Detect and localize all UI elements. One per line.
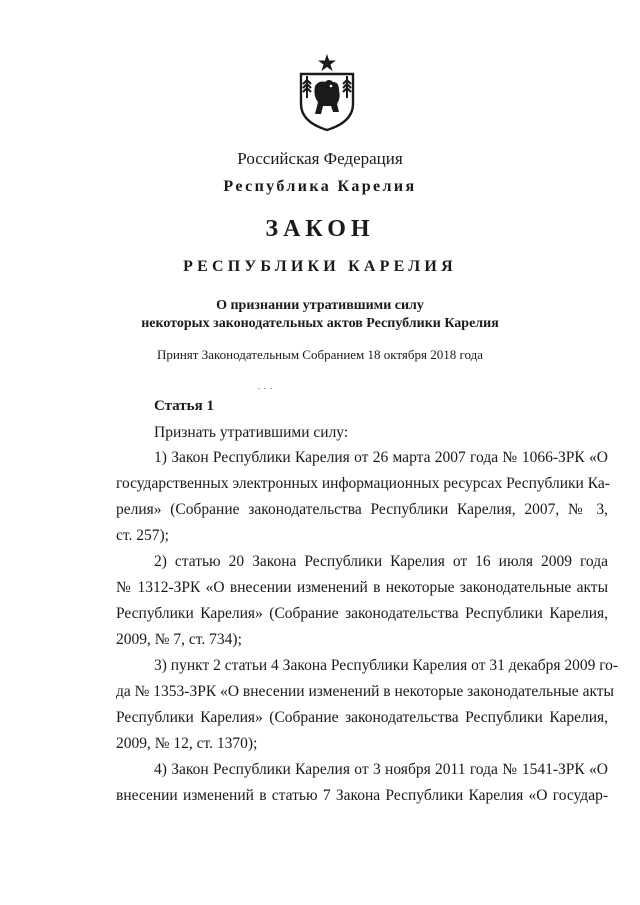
law-title-line-2: некоторых законодательных актов Республики Карелия <box>141 316 499 331</box>
law-subheading: РЕСПУБЛИКИ КАРЕЛИЯ <box>183 258 457 275</box>
federation-heading: Российская Федерация <box>237 149 403 168</box>
republic-heading: Республика Карелия <box>223 178 417 195</box>
item-2-line-1: 2) статью 20 Закона Республики Карелия от 16 июля 2009 года <box>154 553 608 570</box>
scan-speckles <box>258 376 282 378</box>
item-1-line-2: государственных электронных информационных ресурсах Республики Ка- <box>116 475 610 492</box>
law-title-line-1: О признании утратившими силу <box>216 298 424 313</box>
item-3-line-1: 3) пункт 2 статьи 4 Закона Республики Карелия от 31 декабря 2009 го- <box>154 657 619 674</box>
law-heading: ЗАКОН <box>265 216 375 242</box>
item-4-line-1: 4) Закон Республики Карелия от 3 ноября 2011 года № 1541-ЗРК «О <box>154 761 608 778</box>
item-3-line-4: 2009, № 12, ст. 1370); <box>116 735 258 752</box>
item-2-line-4: 2009, № 7, ст. 734); <box>116 631 242 648</box>
adoption-note: Принят Законодательным Собранием 18 октября 2018 года <box>156 347 484 362</box>
item-1-line-4: ст. 257); <box>116 527 169 544</box>
item-2-line-3: Республики Карелия» (Собрание законодательства Республики Карелия, <box>116 605 608 622</box>
item-3-line-2: да № 1353-ЗРК «О внесении изменений в некоторые законодательные акты <box>116 683 614 700</box>
item-4-line-2: внесении изменений в статью 7 Закона Республики Карелия «О государ- <box>116 787 608 804</box>
item-1-line-3: релия» (Собрание законодательства Республики Карелия, 2007, № 3, <box>116 501 608 518</box>
item-2-line-2: № 1312-ЗРК «О внесении изменений в некоторые законодательные акты <box>116 579 608 596</box>
karelia-coat-of-arms-icon <box>291 52 363 132</box>
article-intro: Признать утратившими силу: <box>154 424 349 441</box>
article-heading: Статья 1 <box>154 398 214 414</box>
item-3-line-3: Республики Карелия» (Собрание законодательства Республики Карелия, <box>116 709 608 726</box>
item-1-line-1: 1) Закон Республики Карелия от 26 марта 2007 года № 1066-ЗРК «О <box>154 449 608 466</box>
